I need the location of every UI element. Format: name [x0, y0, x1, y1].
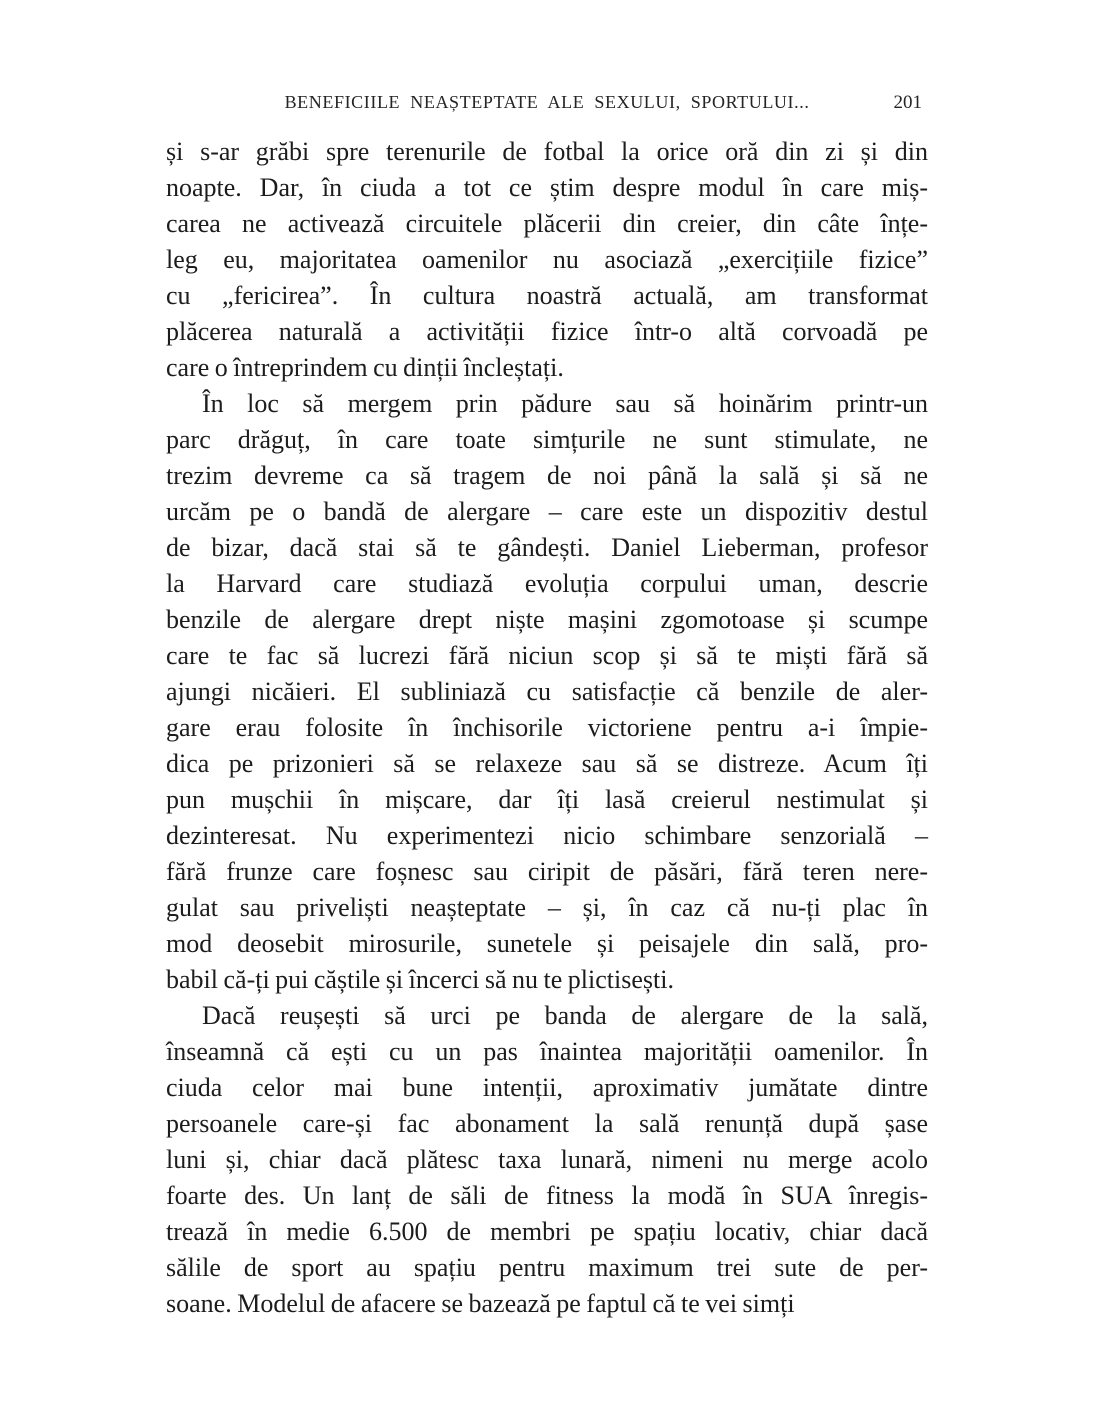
text-line: de bizar, dacă stai să te gândești. Daniel Lieberman, profesor — [166, 533, 928, 562]
text-line: cu „fericirea”. În cultura noastră actuală, am transformat — [166, 281, 928, 310]
text-line: soane. Modelul de afacere se bazează pe faptul că te vei simți — [166, 1289, 795, 1318]
text-line: Dacă reușești să urci pe banda de alergare de la sală, — [202, 1001, 928, 1030]
text-line: și s-ar grăbi spre terenurile de fotbal la orice oră din zi și din — [166, 137, 928, 166]
text-line: plăcerea naturală a activității fizice într-o altă corvoadă pe — [166, 317, 928, 346]
text-line: benzile de alergare drept niște mașini zgomotoase și scumpe — [166, 605, 928, 634]
paragraph — [166, 998, 928, 1322]
text-line: pun mușchii în mișcare, dar îți lasă creierul nestimulat și — [166, 785, 928, 814]
text-line: care o întreprindem cu dinții încleștați. — [166, 353, 564, 382]
page-number: 201 — [893, 92, 922, 113]
paragraph — [166, 134, 928, 386]
text-line: dezinteresat. Nu experimentezi nicio schimbare senzorială – — [166, 821, 928, 850]
text-line: ciuda celor mai bune intenții, aproximativ jumătate dintre — [166, 1073, 928, 1102]
text-line: sălile de sport au spațiu pentru maximum trei sute de per- — [166, 1253, 928, 1282]
text-line: trezim devreme ca să tragem de noi până la sală și să ne — [166, 461, 928, 490]
text-line: dica pe prizonieri să se relaxeze sau să se distreze. Acum îți — [166, 749, 928, 778]
text-line: noapte. Dar, în ciuda a tot ce știm despre modul în care miș- — [166, 173, 928, 202]
page-header — [166, 92, 928, 118]
text-line: înseamnă că ești cu un pas înaintea majorității oamenilor. În — [166, 1037, 928, 1066]
text-line: foarte des. Un lanț de săli de fitness la modă în SUA înregis- — [166, 1181, 928, 1210]
text-line: carea ne activează circuitele plăcerii din creier, din câte înțe- — [166, 209, 928, 238]
text-line: leg eu, majoritatea oamenilor nu asociază „exercițiile fizice” — [166, 245, 928, 274]
text-line: la Harvard care studiază evoluția corpului uman, descrie — [166, 569, 928, 598]
text-line: trează în medie 6.500 de membri pe spațiu locativ, chiar dacă — [166, 1217, 928, 1246]
text-line: gulat sau priveliști neașteptate – și, în caz că nu-ți plac în — [166, 893, 928, 922]
text-line: persoanele care-și fac abonament la sală renunță după șase — [166, 1109, 928, 1138]
text-line: urcăm pe o bandă de alergare – care este un dispozitiv destul — [166, 497, 928, 526]
text-line: babil că-ți pui căștile și încerci să nu te plictisești. — [166, 965, 674, 994]
text-line: fără frunze care foșnesc sau ciripit de păsări, fără teren nere- — [166, 857, 928, 886]
text-line: care te fac să lucrezi fără niciun scop și să te miști fără să — [166, 641, 928, 670]
text-line: parc drăguț, în care toate simțurile ne sunt stimulate, ne — [166, 425, 928, 454]
text-line: ajungi nicăieri. El subliniază cu satisfacție că benzile de aler- — [166, 677, 928, 706]
running-head-title: BENEFICIILE NEAȘTEPTATE ALE SEXULUI, SPORTULUI... — [284, 92, 810, 112]
text-line: gare erau folosite în închisorile victoriene pentru a-i împie- — [166, 713, 928, 742]
paragraph — [166, 386, 928, 998]
text-line: mod deosebit mirosurile, sunetele și peisajele din sală, pro- — [166, 929, 928, 958]
body-text — [166, 134, 928, 1322]
text-line: În loc să mergem prin pădure sau să hoinărim printr-un — [202, 389, 928, 418]
text-line: luni și, chiar dacă plătesc taxa lunară, nimeni nu merge acolo — [166, 1145, 928, 1174]
